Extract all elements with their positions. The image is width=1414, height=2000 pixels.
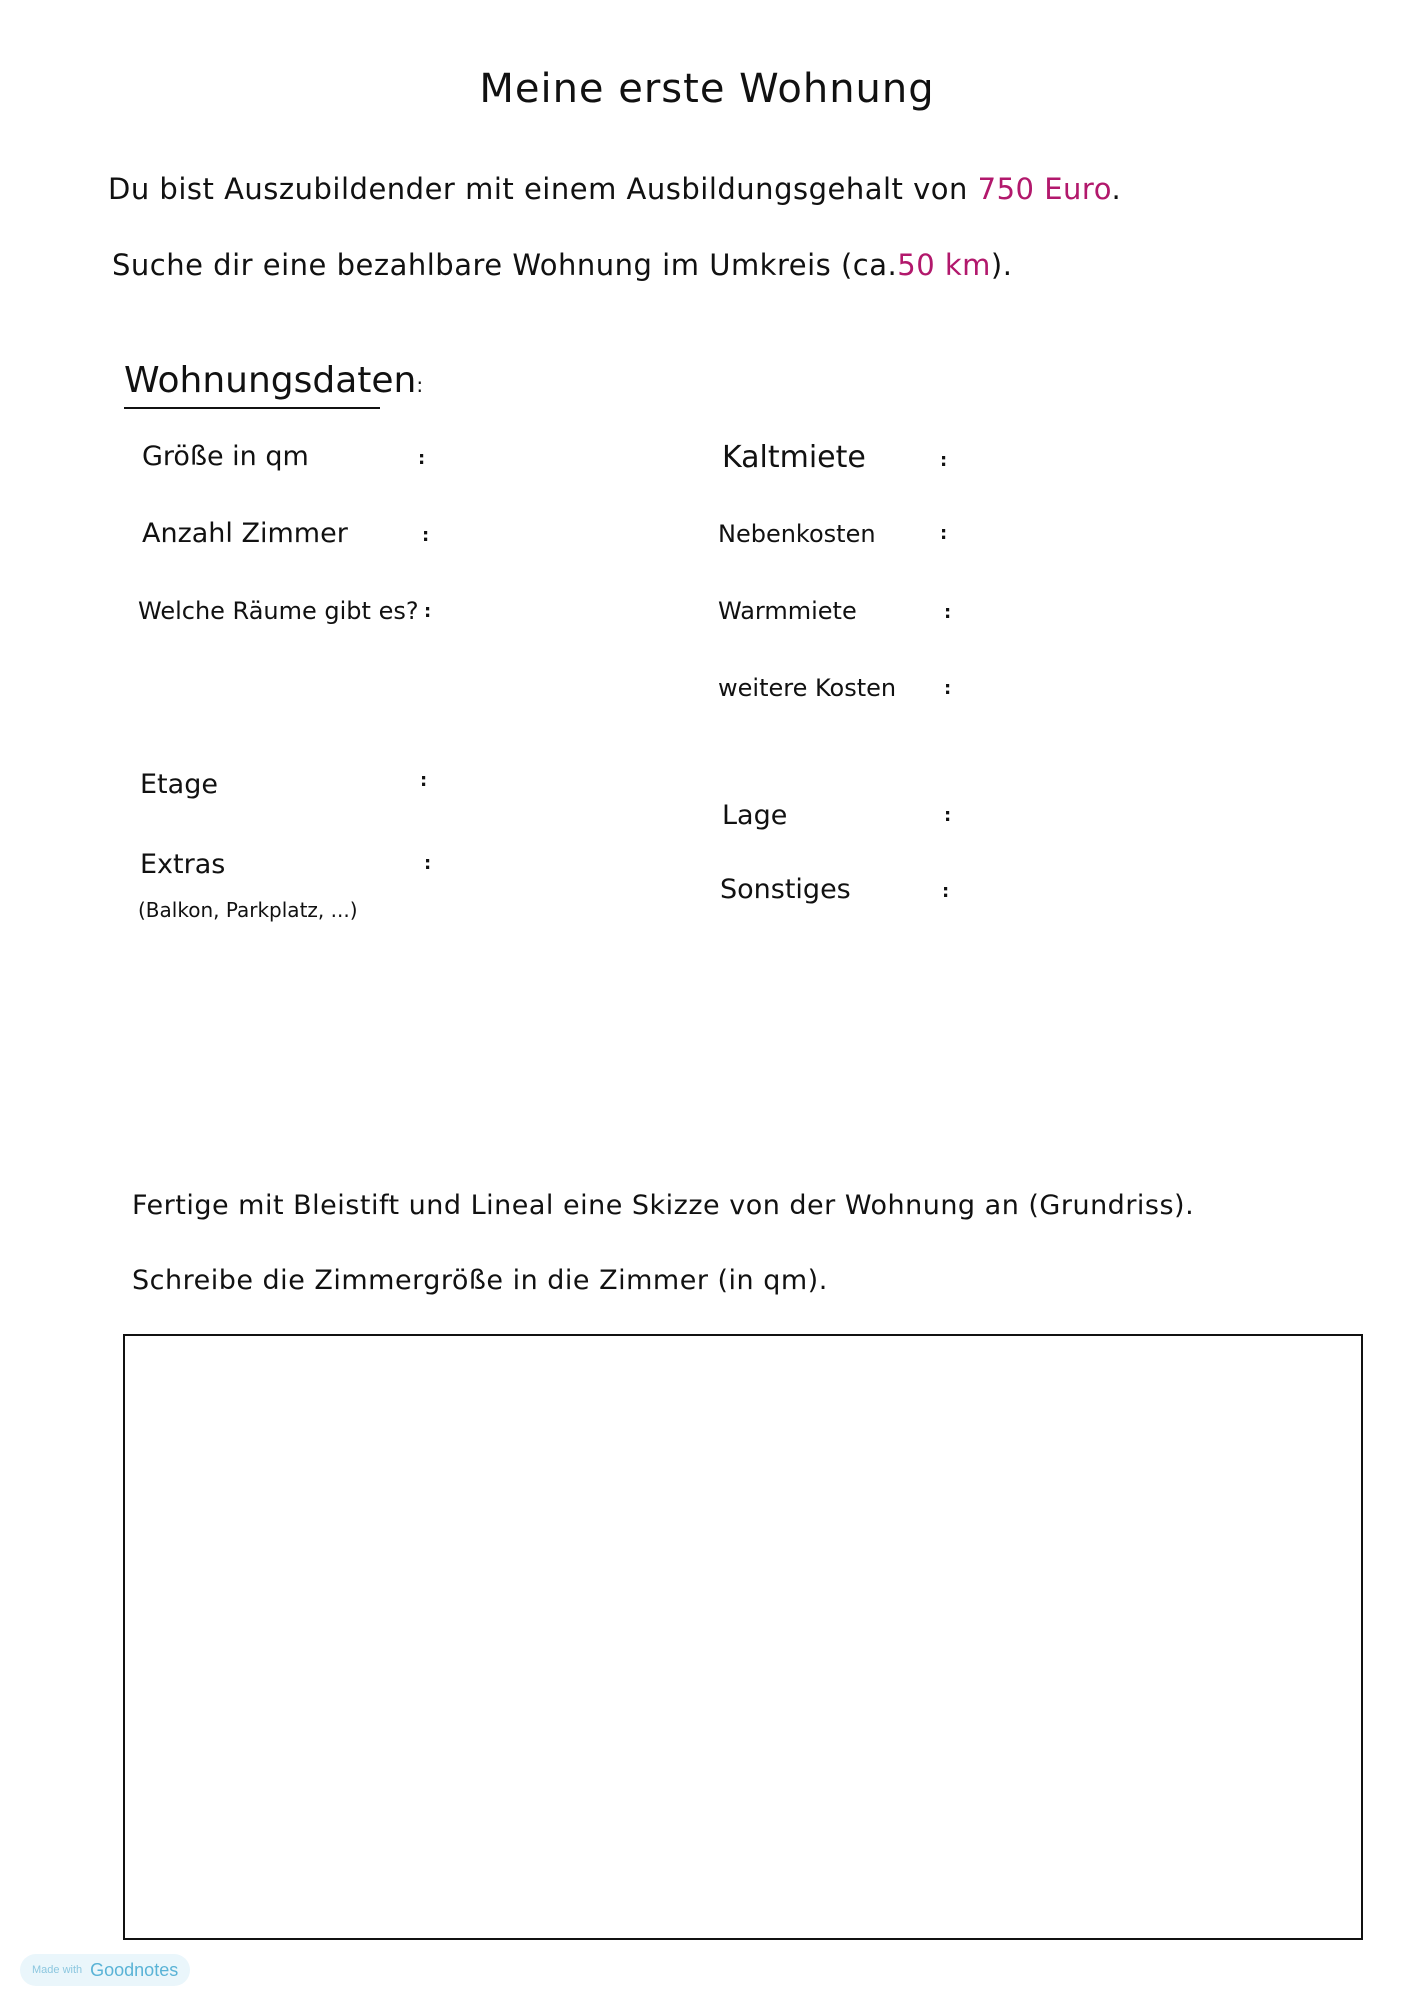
salary-amount: 750 Euro xyxy=(977,172,1112,206)
field-label-weitere-kosten: weitere Kosten xyxy=(718,674,897,702)
intro-line-1 xyxy=(108,172,1121,206)
field-colon-sonstiges: : xyxy=(942,881,950,902)
field-label-groesse: Größe in qm xyxy=(142,441,309,472)
field-colon-nebenkosten: : xyxy=(940,523,948,544)
field-sublabel-extras: (Balkon, Parkplatz, ...) xyxy=(138,898,358,922)
sketch-instruction-1: Fertige mit Bleistift und Lineal eine Skizze von der Wohnung an (Grundriss). xyxy=(132,1190,1195,1221)
field-label-sonstiges: Sonstiges xyxy=(720,874,851,905)
field-colon-extras: : xyxy=(424,853,432,874)
intro-line-2 xyxy=(112,248,1012,282)
sketch-instruction-2: Schreibe die Zimmergröße in die Zimmer (in qm). xyxy=(132,1265,828,1296)
watermark-brand: Goodnotes xyxy=(90,1959,179,1980)
field-label-etage: Etage xyxy=(140,769,218,800)
field-colon-warmmiete: : xyxy=(944,602,952,623)
watermark-made-with: Made with xyxy=(32,1964,83,1976)
field-colon-groesse: : xyxy=(418,448,426,469)
section-title-wohnungsdaten xyxy=(124,360,424,409)
field-label-extras: Extras xyxy=(140,849,226,880)
intro-line-1-text: Du bist Auszubildender mit einem Ausbildungsgehalt von xyxy=(108,172,968,206)
sketch-drawing-area[interactable] xyxy=(123,1334,1363,1940)
intro-line-2-text: Suche dir eine bezahlbare Wohnung im Umkreis (ca. xyxy=(112,248,898,282)
intro-line-2-end: ). xyxy=(990,248,1013,282)
field-colon-weitere-kosten: : xyxy=(944,678,952,699)
field-label-kaltmiete: Kaltmiete xyxy=(722,440,866,475)
field-label-lage: Lage xyxy=(722,800,788,831)
field-label-raeume: Welche Räume gibt es? xyxy=(138,597,419,625)
field-colon-raeume: : xyxy=(424,601,432,622)
field-label-warmmiete: Warmmiete xyxy=(718,597,857,625)
field-colon-zimmer: : xyxy=(422,525,430,546)
radius-amount: 50 km xyxy=(897,248,991,282)
field-colon-kaltmiete: : xyxy=(940,450,948,471)
field-colon-etage: : xyxy=(420,770,428,791)
section-title-text: Wohnungsdaten xyxy=(124,360,417,401)
page-title: Meine erste Wohnung xyxy=(479,66,935,112)
goodnotes-watermark xyxy=(20,1954,190,1986)
intro-line-1-end: . xyxy=(1111,172,1122,206)
section-title-suffix: : xyxy=(416,373,424,397)
field-colon-lage: : xyxy=(944,805,952,826)
field-label-nebenkosten: Nebenkosten xyxy=(718,520,876,548)
field-label-zimmer: Anzahl Zimmer xyxy=(142,518,348,549)
